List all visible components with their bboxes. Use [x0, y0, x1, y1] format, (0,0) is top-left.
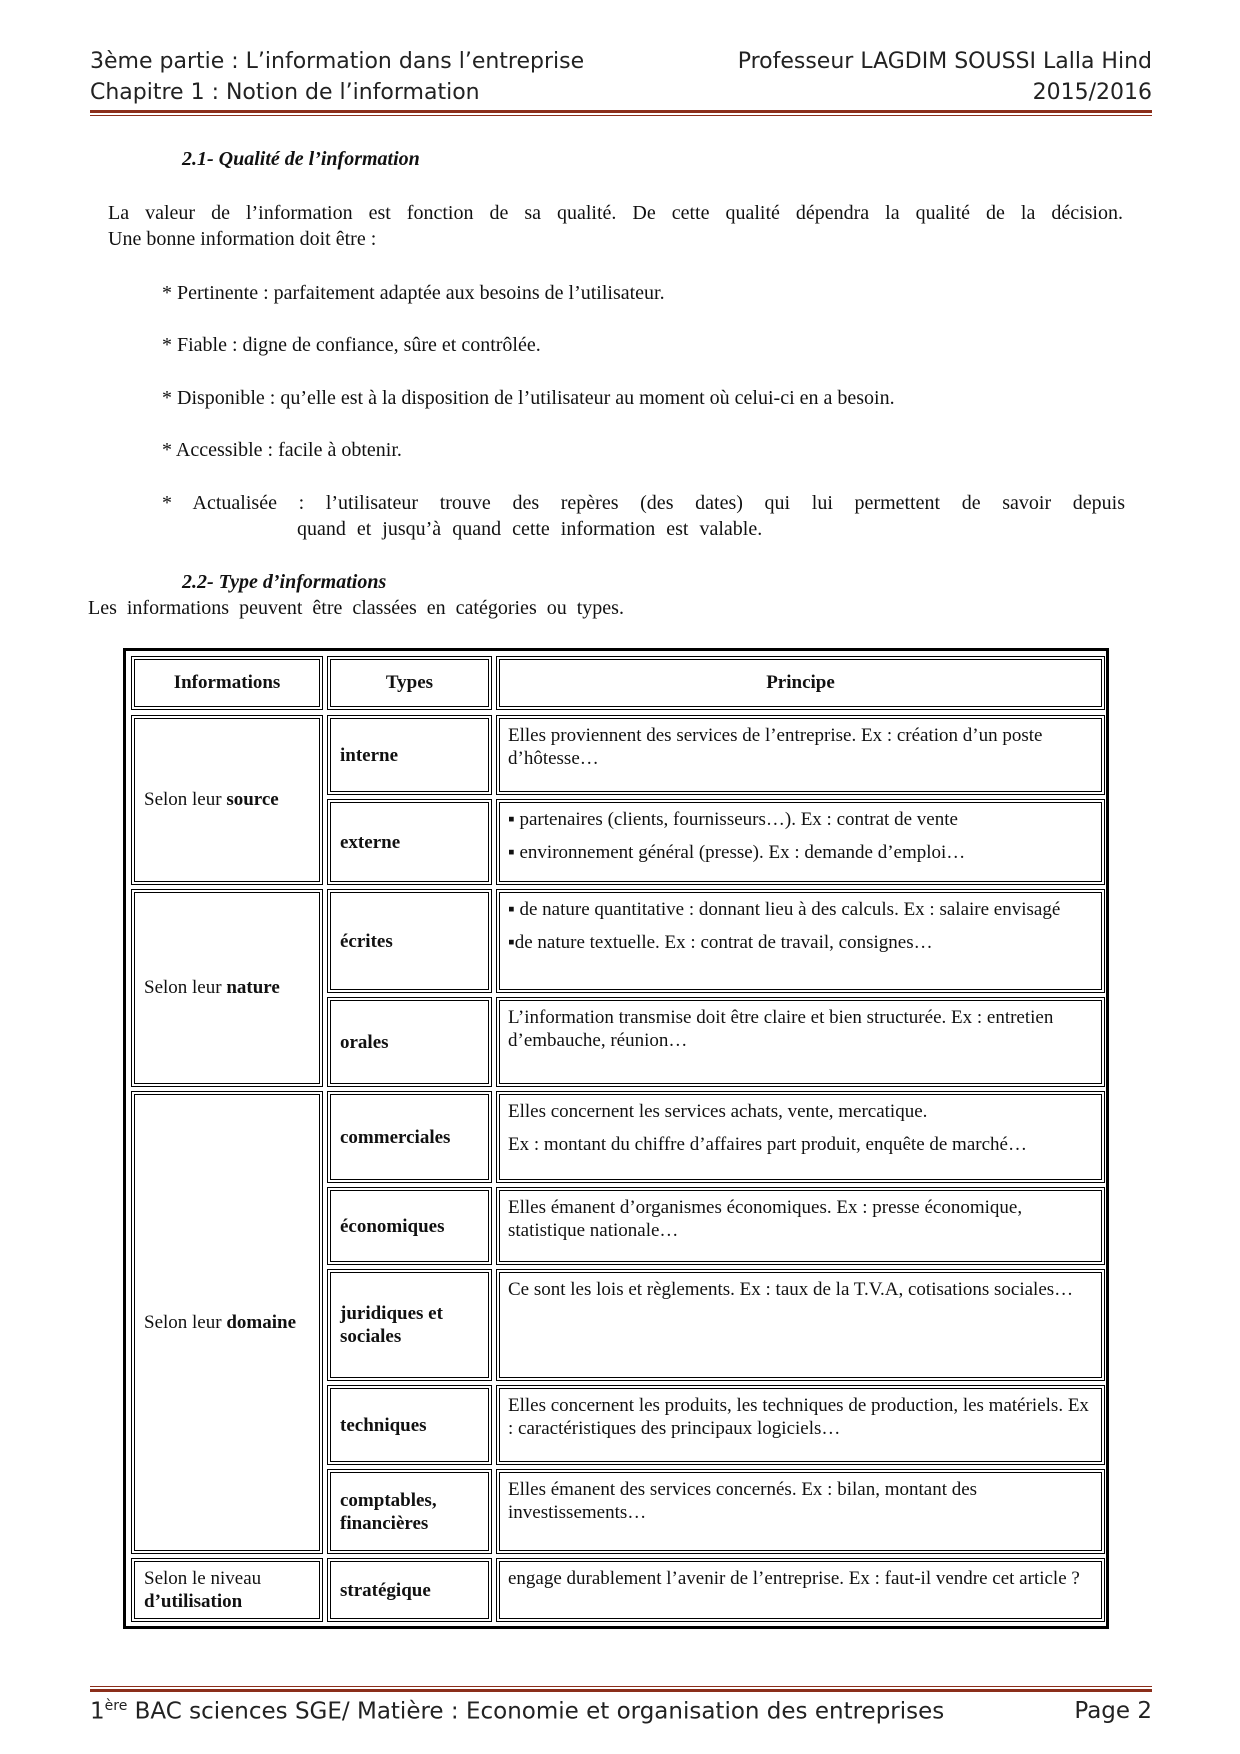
quality-fiable: * Fiable : digne de confiance, sûre et contrôlée. [162, 334, 541, 356]
header-rule-thin [90, 115, 1152, 116]
principle-strategique [496, 1558, 1105, 1622]
principle-line: Elles concernent les services achats, vente, mercatique. [508, 1101, 928, 1122]
group-source [131, 715, 323, 885]
principle-line: engage durablement l’avenir de l’entreprise. Ex : faut-il vendre cet article ? [508, 1568, 1080, 1589]
footer-course-text: BAC sciences SGE/ Matière : Economie et organisation des entreprises [127, 1698, 945, 1725]
type-economiques: économiques [327, 1187, 492, 1265]
type-externe: externe [327, 799, 492, 885]
type-juridiques-sociales: juridiques et sociales [327, 1269, 492, 1381]
footer-course-sup: ère [104, 1698, 128, 1714]
principle-line: Elles émanent des services concernés. Ex : bilan, montant des investissements… [508, 1479, 978, 1523]
principle-commerciales [496, 1091, 1105, 1183]
principle-interne [496, 715, 1105, 795]
principle-line: ▪ partenaires (clients, fournisseurs…). Ex : contrat de vente [508, 809, 958, 830]
quality-actualisee [162, 490, 1125, 542]
principle-line: L’information transmise doit être claire et bien structurée. Ex : entretien d’embauche, réunion… [508, 1007, 1054, 1051]
type-commerciales: commerciales [327, 1091, 492, 1183]
group-source-prefix: Selon leur [144, 789, 227, 810]
principle-line: ▪ environnement général (presse). Ex : demande d’emploi… [508, 842, 966, 863]
principle-comptables-financieres [496, 1469, 1105, 1554]
quality-actualisee-line-2: quand et jusqu’à quand cette information est valable. [297, 518, 763, 540]
principle-economiques [496, 1187, 1105, 1265]
group-nature [131, 889, 323, 1087]
type-comptables-financieres: comptables, financières [327, 1469, 492, 1554]
information-types-table [123, 648, 1109, 1629]
header-chapter: Chapitre 1 : Notion de l’information [90, 80, 480, 105]
group-domaine-prefix: Selon leur [144, 1311, 227, 1333]
type-strategique: stratégique [327, 1558, 492, 1622]
header-rule [90, 110, 1152, 113]
group-source-label [144, 789, 279, 811]
group-nature-bold: nature [226, 977, 280, 998]
header-part-title: 3ème partie : L’information dans l’entreprise [90, 49, 585, 74]
header-teacher: Professeur LAGDIM SOUSSI Lalla Hind [737, 49, 1152, 74]
footer-rule-thin [90, 1686, 1152, 1687]
type-orales: orales [327, 997, 492, 1087]
principle-orales [496, 997, 1105, 1087]
type-ecrites: écrites [327, 889, 492, 993]
principle-line: ▪de nature textuelle. Ex : contrat de travail, consignes… [508, 932, 933, 953]
group-utilisation-label [144, 1567, 261, 1613]
quality-actualisee-line-1: * Actualisée : l’utilisateur trouve des repères (des dates) qui lui permettent de savoir depuis [162, 492, 1125, 514]
group-domaine-bold: domaine [226, 1311, 297, 1333]
section-2-2-title: 2.2- Type d’informations [182, 571, 387, 593]
footer-rule [90, 1689, 1152, 1692]
principle-ecrites [496, 889, 1105, 993]
header-informations: Informations [131, 656, 323, 710]
header-year: 2015/2016 [1032, 80, 1152, 105]
header-principe: Principe [496, 656, 1105, 710]
section-2-1-intro-line-1: La valeur de l’information est fonction de sa qualité. De cette qualité dépendra la qualité de la décision. [108, 202, 1123, 224]
footer-course-prefix: 1 [90, 1698, 105, 1725]
footer-course [90, 1698, 944, 1725]
principle-juridiques-sociales [496, 1269, 1105, 1381]
quality-accessible: * Accessible : facile à obtenir. [162, 439, 402, 461]
group-source-bold: source [226, 789, 279, 810]
type-techniques: techniques [327, 1385, 492, 1465]
group-nature-prefix: Selon leur [144, 977, 227, 998]
section-2-1-title: 2.1- Qualité de l’information [182, 148, 420, 170]
section-2-2-intro: Les informations peuvent être classées en catégories ou types. [88, 597, 624, 619]
principle-line: Elles concernent les produits, les techniques de production, les matériels. Ex : caractéristiques des principaux logiciels… [508, 1395, 1089, 1439]
principle-line: Ex : montant du chiffre d’affaires part produit, enquête de marché… [508, 1134, 1027, 1155]
quality-disponible: * Disponible : qu’elle est à la disposition de l’utilisateur au moment où celui-ci en a besoin. [162, 387, 895, 409]
group-domaine-label [144, 1312, 296, 1334]
principle-techniques [496, 1385, 1105, 1465]
principle-line: Elles proviennent des services de l’entreprise. Ex : création d’un poste d’hôtesse… [508, 725, 1043, 769]
group-utilisation [131, 1558, 323, 1622]
principle-line: Elles émanent d’organismes économiques. Ex : presse économique, statistique nationale… [508, 1197, 1023, 1241]
group-nature-label [144, 977, 280, 999]
footer-page-number: Page 2 [1074, 1698, 1152, 1724]
group-domaine [131, 1091, 323, 1554]
group-utilisation-bold: d’utilisation [144, 1591, 243, 1612]
principle-externe [496, 799, 1105, 885]
principle-line: ▪ de nature quantitative : donnant lieu à des calculs. Ex : salaire envisagé [508, 899, 1061, 920]
header-types: Types [327, 656, 492, 710]
group-utilisation-prefix: Selon le niveau [144, 1568, 262, 1589]
type-interne: interne [327, 715, 492, 795]
principle-line: Ce sont les lois et règlements. Ex : taux de la T.V.A, cotisations sociales… [508, 1279, 1074, 1300]
section-2-1-intro-line-2: Une bonne information doit être : [108, 228, 377, 250]
quality-pertinente: * Pertinente : parfaitement adaptée aux besoins de l’utilisateur. [162, 282, 665, 304]
